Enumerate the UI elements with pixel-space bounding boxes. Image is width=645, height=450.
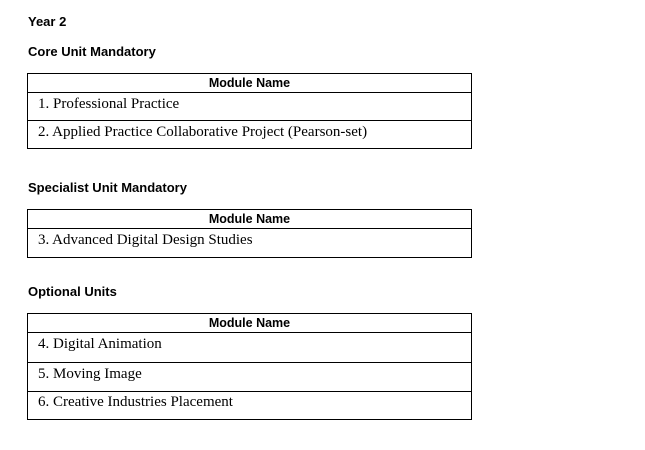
module-name-cell: 2. Applied Practice Collaborative Project (Pearson-set) — [28, 121, 472, 149]
specialist-units-table — [27, 209, 472, 258]
section-title-specialist: Specialist Unit Mandatory — [28, 180, 187, 195]
column-header-module-name: Module Name — [28, 210, 472, 229]
column-header-module-name: Module Name — [28, 74, 472, 93]
table-header-row — [28, 314, 472, 333]
table-row — [28, 392, 472, 420]
core-units-table — [27, 73, 472, 149]
table-row — [28, 121, 472, 149]
table-row — [28, 229, 472, 258]
section-title-optional: Optional Units — [28, 284, 117, 299]
section-title-core: Core Unit Mandatory — [28, 44, 156, 59]
optional-units-table — [27, 313, 472, 420]
table-header-row — [28, 210, 472, 229]
module-name-cell: 6. Creative Industries Placement — [28, 392, 472, 420]
module-name-cell: 3. Advanced Digital Design Studies — [28, 229, 472, 258]
table-row — [28, 363, 472, 392]
table-header-row — [28, 74, 472, 93]
column-header-module-name: Module Name — [28, 314, 472, 333]
module-name-cell: 4. Digital Animation — [28, 333, 472, 363]
table-row — [28, 333, 472, 363]
year-heading: Year 2 — [28, 14, 67, 29]
module-name-cell: 5. Moving Image — [28, 363, 472, 392]
module-name-cell: 1. Professional Practice — [28, 93, 472, 121]
table-row — [28, 93, 472, 121]
